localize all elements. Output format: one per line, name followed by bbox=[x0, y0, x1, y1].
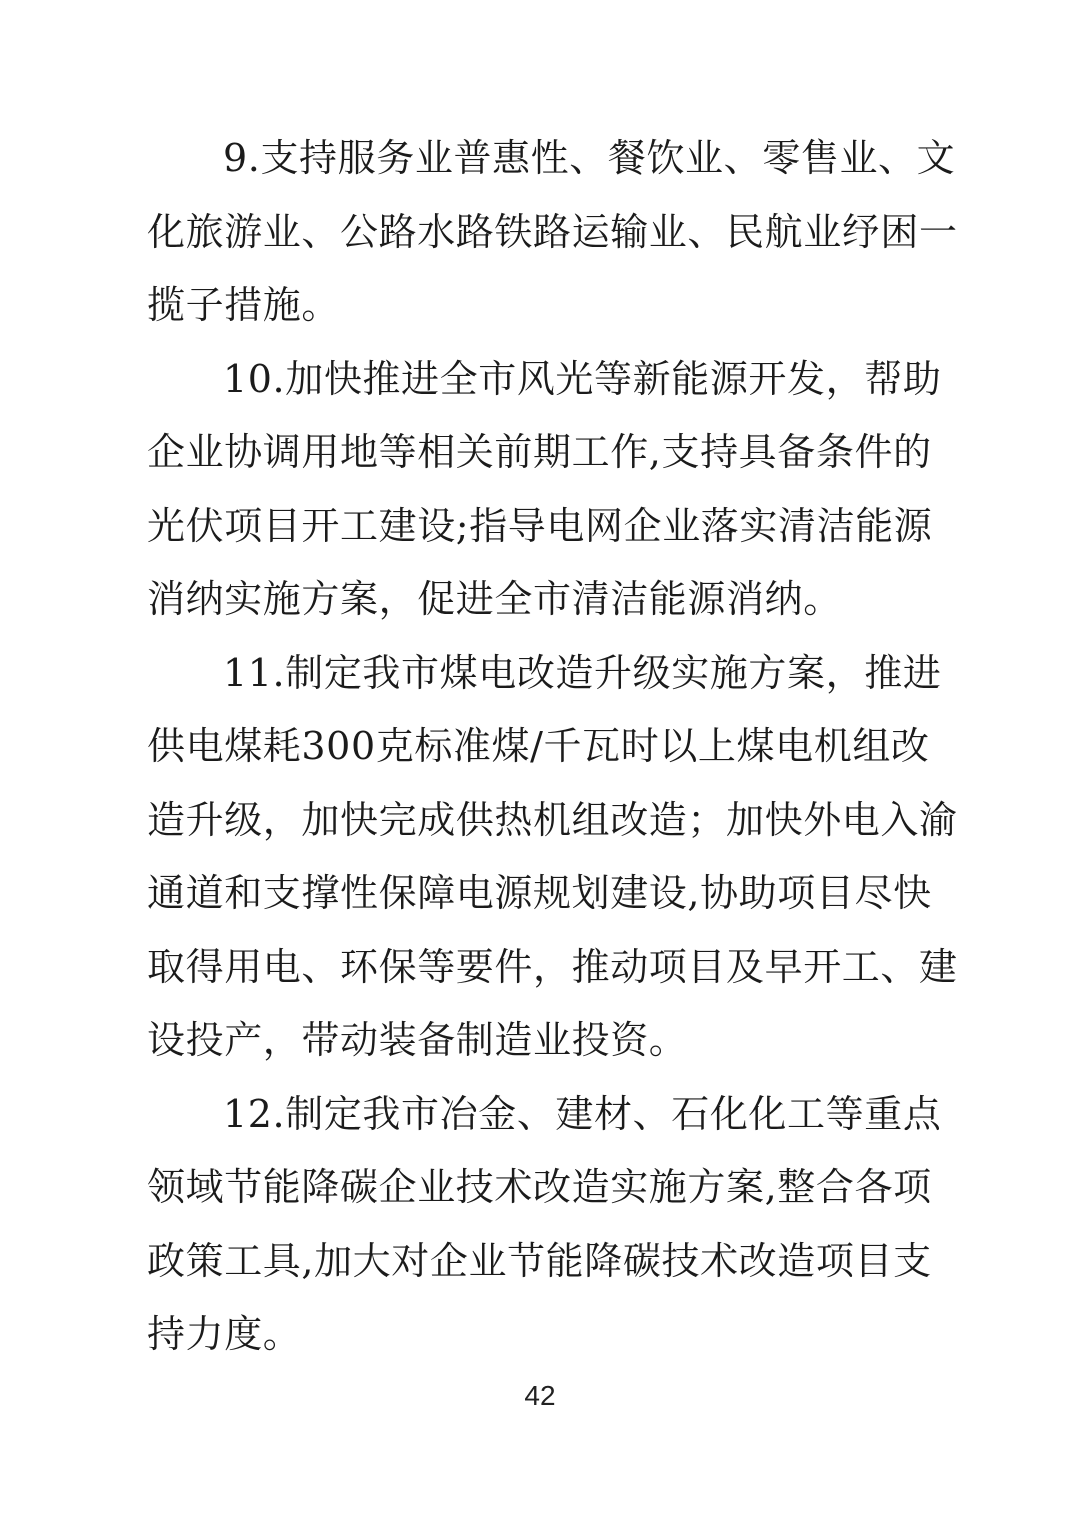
text-line: 化旅游业、公路水路铁路运输业、民航业纾困一 bbox=[147, 209, 958, 254]
paragraph-10 bbox=[147, 343, 942, 637]
text-line: 领域节能降碳企业技术改造实施方案,整合各项 bbox=[147, 1165, 932, 1209]
page-number: 42 bbox=[524, 1380, 556, 1411]
document-body bbox=[147, 122, 958, 1372]
paragraph-11 bbox=[147, 637, 958, 1078]
paragraph-12 bbox=[147, 1078, 942, 1372]
text-line: 消纳实施方案，促进全市清洁能源消纳。 bbox=[147, 577, 842, 621]
text-line: 光伏项目开工建设;指导电网企业落实清洁能源 bbox=[147, 503, 933, 548]
text-line: 11.制定我市煤电改造升级实施方案，推进 bbox=[223, 650, 942, 695]
text-line: 9.支持服务业普惠性、餐饮业、零售业、文 bbox=[223, 136, 956, 180]
text-line: 通道和支撑性保障电源规划建设,协助项目尽快 bbox=[147, 871, 932, 915]
text-line: 取得用电、环保等要件，推动项目及早开工、建 bbox=[147, 944, 958, 989]
paragraph-9 bbox=[147, 122, 958, 343]
text-line: 揽子措施。 bbox=[147, 283, 341, 327]
text-line: 企业协调用地等相关前期工作,支持具备条件的 bbox=[147, 430, 932, 474]
text-line: 供电煤耗300克标准煤/千瓦时以上煤电机组改 bbox=[147, 724, 930, 768]
text-line: 10.加快推进全市风光等新能源开发，帮助 bbox=[223, 356, 942, 401]
text-line: 造升级，加快完成供热机组改造；加快外电入渝 bbox=[147, 797, 958, 842]
text-line: 持力度。 bbox=[147, 1312, 302, 1356]
text-line: 12.制定我市冶金、建材、石化化工等重点 bbox=[223, 1091, 942, 1136]
text-line: 设投产，带动装备制造业投资。 bbox=[147, 1018, 688, 1062]
text-line: 政策工具,加大对企业节能降碳技术改造项目支 bbox=[147, 1238, 932, 1283]
